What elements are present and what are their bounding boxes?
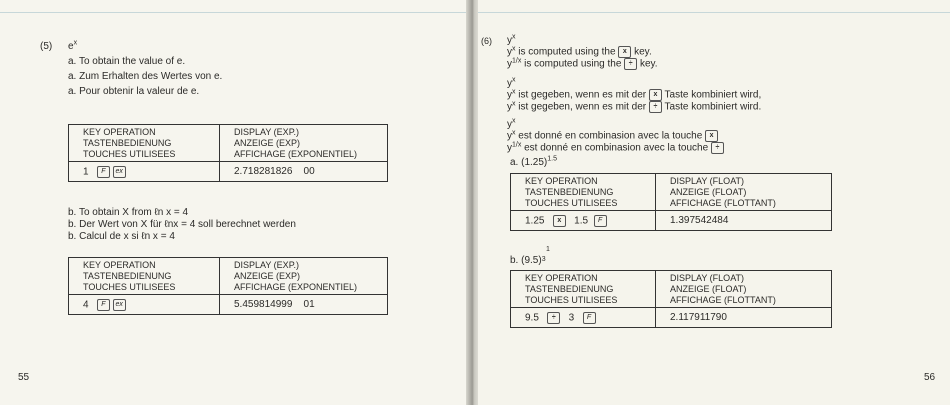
table-header-key-operation: KEY OPERATION TASTENBEDIENUNG TOUCHES UTILISEES xyxy=(511,271,656,308)
yx-subtitle-fr: $y^x$ xyxy=(507,117,516,130)
yx-subtitle-de: $y^x$ xyxy=(507,76,516,89)
section-title: $e^x$ xyxy=(68,39,78,52)
key-sequence-cell: 1 F ex xyxy=(69,162,220,182)
table-header-key-operation: KEY OPERATION TASTENBEDIENUNG TOUCHES UTILISEES xyxy=(69,258,220,295)
f-key-icon: F xyxy=(97,299,110,311)
ex-key-icon: ex xyxy=(113,166,126,178)
intro-b-line-de: b. Der Wert von X für ℓnx = 4 soll berechnet werden xyxy=(68,219,296,230)
table-header-display: DISPLAY (FLOAT) ANZEIGE (FLOAT) AFFICHAGE (FLOTTANT) xyxy=(656,271,832,308)
f-key-icon: F xyxy=(594,215,607,227)
table-header-key-operation: KEY OPERATION TASTENBEDIENUNG TOUCHES UTILISEES xyxy=(69,125,220,162)
x-key-icon: x xyxy=(553,215,566,227)
yx-line-en: $y^x$ is computed using the x key. xyxy=(507,45,652,58)
key-operation-table-a xyxy=(510,173,832,231)
divide-key-icon: ÷ xyxy=(711,142,724,154)
f-key-icon: F xyxy=(583,312,596,324)
key-sequence-cell: 9.5 ÷ 3 F xyxy=(511,308,656,328)
yx-line-fr: $y^x$ est donné en combinasion avec la touche x xyxy=(507,130,718,143)
key-operation-table-b xyxy=(68,257,388,315)
section-number: (6) xyxy=(481,36,492,46)
x-key-icon: x xyxy=(618,46,631,58)
y1x-line-en: $y^{1/x}$ is computed using the ÷ key. xyxy=(507,57,658,70)
display-value-cell: 5.459814999 01 xyxy=(220,295,388,315)
table-header-display: DISPLAY (FLOAT) ANZEIGE (FLOAT) AFFICHAGE (FLOTTANT) xyxy=(656,174,832,211)
intro-line-en: a. To obtain the value of e. xyxy=(68,56,186,67)
intro-line-fr: a. Pour obtenir la valeur de e. xyxy=(68,86,200,97)
table-header-display: DISPLAY (EXP.) ANZEIGE (EXP) AFFICHAGE (EXPONENTIEL) xyxy=(220,258,388,295)
y1x-line-fr: $y^{1/x}$ est donné en combinasion avec la touche ÷ xyxy=(507,142,724,155)
display-value-cell: 2.117911790 xyxy=(656,308,832,328)
part-b-label: b. $(9.5)^3$ xyxy=(510,255,546,266)
section-title: $y^x$ xyxy=(507,33,516,46)
intro-b-line-fr: b. Calcul de x si ℓn x = 4 xyxy=(68,231,175,242)
key-operation-table-b xyxy=(510,270,832,328)
y1x-line-de: $y^x$ ist gegeben, wenn es mit der ÷ Taste kombiniert wird. xyxy=(507,100,762,113)
part-a-label: a. $(1.25)^{1.5}$ xyxy=(510,155,557,168)
page-top-rule xyxy=(0,12,468,13)
table-header-key-operation: KEY OPERATION TASTENBEDIENUNG TOUCHES UTILISEES xyxy=(511,174,656,211)
right-page xyxy=(478,0,950,405)
left-page xyxy=(0,0,468,405)
yx-line-de: $y^x$ ist gegeben, wenn es mit der x Taste kombiniert wird, xyxy=(507,88,762,101)
display-value-cell: 1.397542484 xyxy=(656,211,832,231)
ex-key-icon: ex xyxy=(113,299,126,311)
divide-key-icon: ÷ xyxy=(547,312,560,324)
key-sequence-cell: 4 F ex xyxy=(69,295,220,315)
table-header-display: DISPLAY (EXP.) ANZEIGE (EXP) AFFICHAGE (EXPONENTIEL) xyxy=(220,125,388,162)
x-key-icon: x xyxy=(705,130,718,142)
x-key-icon: x xyxy=(649,89,662,101)
intro-line-de: a. Zum Erhalten des Wertes von e. xyxy=(68,71,223,82)
f-key-icon: F xyxy=(97,166,110,178)
divide-key-icon: ÷ xyxy=(649,101,662,113)
divide-key-icon: ÷ xyxy=(624,58,637,70)
section-number: (5) xyxy=(40,41,53,52)
page-number-right: 56 xyxy=(924,372,936,383)
intro-b-line-en: b. To obtain X from ℓn x = 4 xyxy=(68,207,189,218)
page-top-rule xyxy=(478,12,950,13)
exponent-numerator: 1 xyxy=(546,246,550,253)
key-sequence-cell: 1.25 x 1.5 F xyxy=(511,211,656,231)
display-value-cell: 2.718281826 00 xyxy=(220,162,388,182)
key-operation-table-a xyxy=(68,124,388,182)
page-number-left: 55 xyxy=(18,372,30,383)
